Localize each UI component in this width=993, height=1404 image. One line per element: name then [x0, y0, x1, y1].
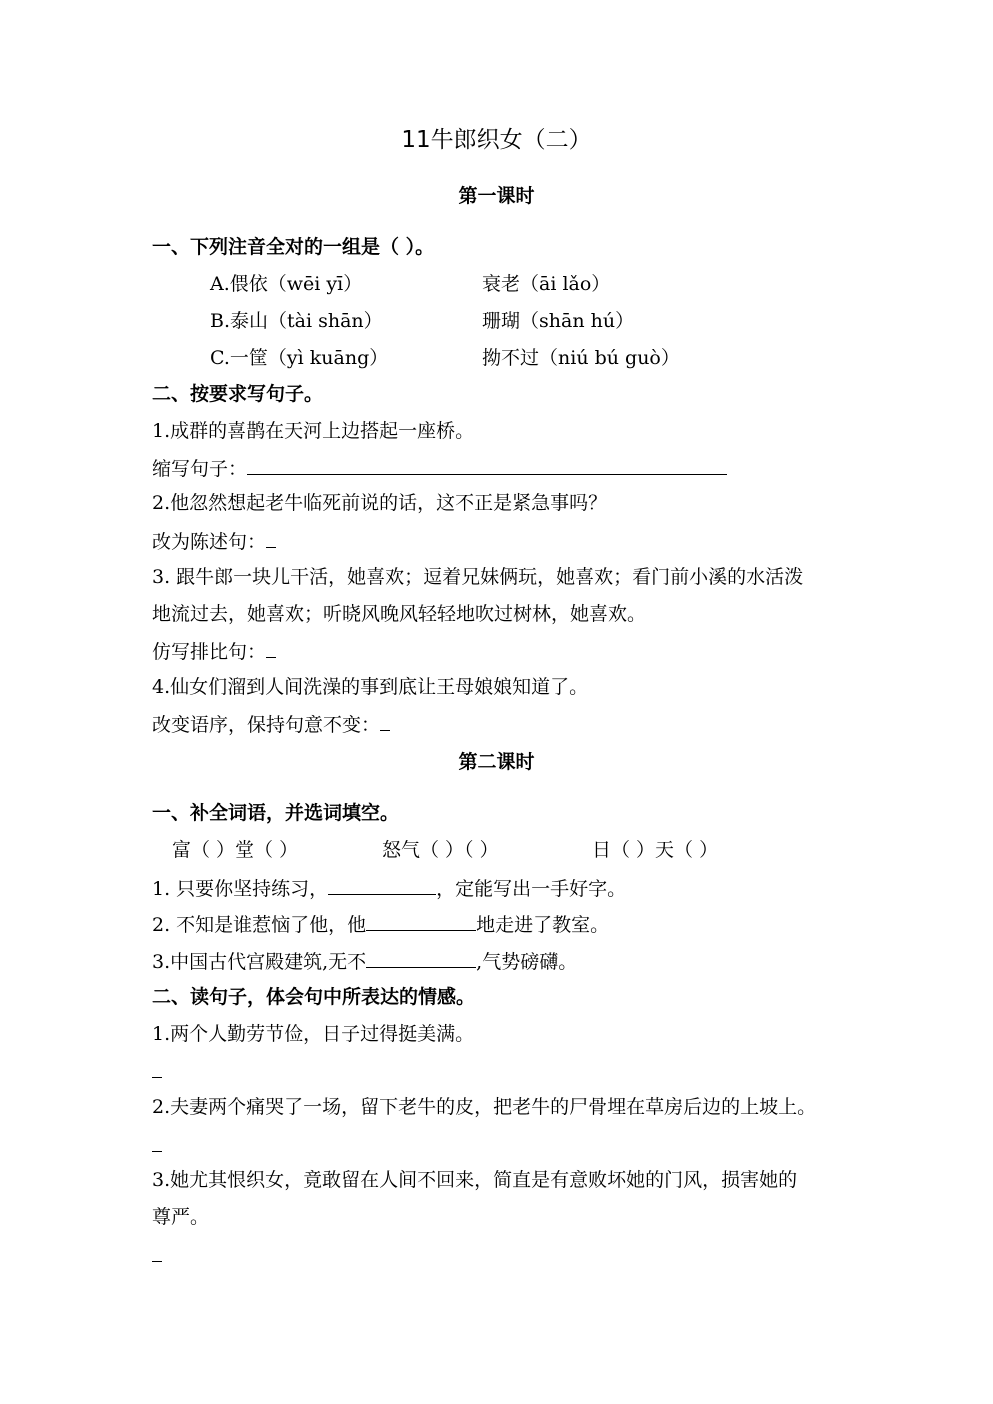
fill-item1-after: ，定能写出一手好字。: [436, 878, 627, 900]
fill-item2-before: 2. 不知是谁惹恼了他，他: [152, 914, 367, 936]
lesson2-heading: 第二课时: [458, 751, 535, 773]
fill-item2-after: 地走进了教室。: [476, 914, 610, 936]
q2-item1-prompt: 缩写句子：: [152, 458, 248, 480]
lesson2-q1-heading: 一、补全词语，并选词填空。: [152, 802, 400, 824]
fill-item2: [152, 910, 609, 938]
lesson1-q2-heading: 二、按要求写句子。: [152, 383, 324, 405]
word-fill-2: 怒气（ ）（ ）: [382, 839, 499, 861]
emotion-item2-sentence: 2.夫妻两个痛哭了一场，留下老牛的皮，把老牛的尸骨埋在草房后边的上坡上。: [152, 1096, 817, 1118]
option-a-left: A.偎依（wēi yī）: [210, 273, 363, 295]
emotion-item3-sentence-line2: 尊严。: [152, 1206, 210, 1228]
word-fill-1: 富（ ）堂（ ）: [172, 839, 299, 861]
q2-item3-answer-row: [152, 637, 276, 665]
emotion-item3-answer-blank[interactable]: [152, 1261, 162, 1262]
option-b-right: 珊瑚（shān hú）: [482, 310, 635, 332]
q2-item2-sentence: 2.他忽然想起老牛临死前说的话，这不正是紧急事吗？: [152, 492, 608, 514]
fill-item3-before: 3.中国古代宫殿建筑,无不: [152, 951, 367, 973]
q2-item1-sentence: 1.成群的喜鹊在天河上边搭起一座桥。: [152, 420, 475, 442]
q2-item4-sentence: 4.仙女们溜到人间洗澡的事到底让王母娘娘知道了。: [152, 676, 589, 698]
q2-item3-sentence-line2: 地流过去，她喜欢；听晓风晚风轻轻地吹过树林，她喜欢。: [152, 603, 647, 625]
q2-item3-sentence-line1: 3. 跟牛郎一块儿干活，她喜欢；逗着兄妹俩玩，她喜欢；看门前小溪的水活泼: [152, 566, 804, 588]
q2-item2-prompt: 改为陈述句：: [152, 531, 267, 553]
lesson1-heading: 第一课时: [458, 185, 535, 207]
q2-item4-answer-row: [152, 710, 390, 738]
page-title: 11牛郎织女（二）: [401, 127, 592, 153]
fill-item3-after: ,气势磅礴。: [476, 951, 578, 973]
q2-item1-answer-line[interactable]: [247, 454, 727, 475]
lesson2-q2-heading: 二、读句子，体会句中所表达的情感。: [152, 986, 476, 1008]
emotion-item2-answer-blank[interactable]: [152, 1151, 162, 1152]
option-c-right: 拗不过（niú bú guò）: [482, 347, 680, 369]
option-c-left: C.一筐（yì kuāng）: [210, 347, 389, 369]
emotion-item3-sentence-line1: 3.她尤其恨织女，竟敢留在人间不回来，简直是有意败坏她的门风，损害她的: [152, 1169, 798, 1191]
q2-item4-prompt: 改变语序，保持句意不变：: [152, 714, 381, 736]
fill-item3-blank[interactable]: [366, 947, 476, 968]
q2-item3-answer-blank[interactable]: [266, 637, 276, 658]
option-a-right: 衰老（āi lǎo）: [482, 273, 611, 295]
word-fill-3: 日（ ）天（ ）: [592, 839, 719, 861]
fill-item2-blank[interactable]: [366, 910, 476, 931]
fill-item3: [152, 947, 577, 975]
q2-item4-answer-blank[interactable]: [380, 710, 390, 731]
emotion-item1-answer-blank[interactable]: [152, 1077, 162, 1078]
fill-item1: [152, 874, 626, 902]
option-b-left: B.泰山（tài shān）: [210, 310, 383, 332]
q2-item2-answer-blank[interactable]: [266, 527, 276, 548]
fill-item1-before: 1. 只要你坚持练习，: [152, 878, 329, 900]
q2-item2-answer-row: [152, 527, 276, 555]
q2-item1-answer-row: [152, 454, 727, 482]
fill-item1-blank[interactable]: [328, 874, 436, 895]
q2-item3-prompt: 仿写排比句：: [152, 641, 267, 663]
lesson1-q1-heading: 一、下列注音全对的一组是（ ）。: [152, 236, 435, 258]
emotion-item1-sentence: 1.两个人勤劳节俭，日子过得挺美满。: [152, 1023, 475, 1045]
